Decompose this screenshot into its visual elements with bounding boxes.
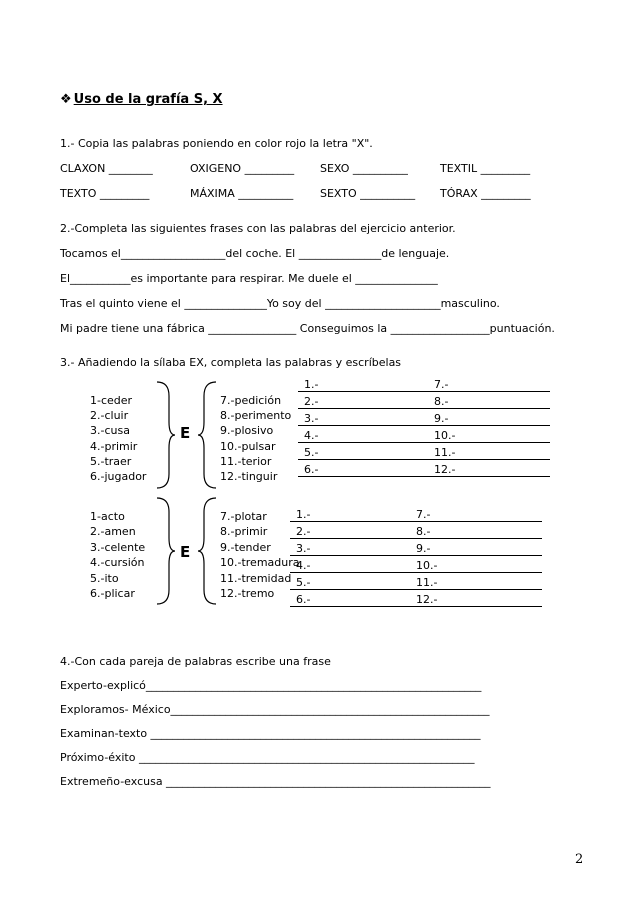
ex4-line: Examinan-texto ____________________________________________________________ bbox=[60, 727, 481, 740]
ex3-instruction: 3.- Añadiendo la sílaba EX, completa las palabras y escríbelas bbox=[60, 356, 402, 369]
ex2-line: El___________es importante para respirar. Me duele el _______________ bbox=[60, 272, 438, 285]
answer-grid-2 bbox=[290, 505, 542, 607]
answer-cell[interactable]: 11.- bbox=[410, 573, 542, 590]
worksheet-title bbox=[60, 92, 223, 107]
syllable-item: 4.-primir bbox=[90, 439, 138, 453]
group2-right-list bbox=[220, 509, 300, 601]
ex1-word: MÁXIMA __________ bbox=[190, 187, 294, 200]
answer-cell[interactable]: 6.- bbox=[290, 590, 410, 607]
answer-cell[interactable]: 8.- bbox=[410, 522, 542, 539]
answer-cell[interactable]: 7.- bbox=[428, 375, 550, 392]
syllable-item: 8.-primir bbox=[220, 525, 268, 539]
syllable-item: 10.-pulsar bbox=[220, 439, 276, 453]
answer-cell[interactable]: 8.- bbox=[428, 392, 550, 409]
left-brace-icon bbox=[196, 496, 218, 606]
syllable-item: 2.-amen bbox=[90, 525, 136, 539]
answer-cell[interactable]: 12.- bbox=[410, 590, 542, 607]
ex1-word: TÓRAX _________ bbox=[440, 187, 531, 200]
ex1-word: SEXO __________ bbox=[320, 162, 408, 175]
syllable-item: 12.-tinguir bbox=[220, 470, 278, 484]
syllable-item: 9.-tender bbox=[220, 540, 271, 554]
syllable-item: 10.-tremadura bbox=[220, 556, 300, 570]
group1-left-list bbox=[90, 393, 146, 484]
answer-cell[interactable]: 5.- bbox=[298, 443, 428, 460]
syllable-item: 2.-cluir bbox=[90, 409, 129, 423]
answer-cell[interactable]: 2.- bbox=[298, 392, 428, 409]
ex1-word: OXIGENO _________ bbox=[190, 162, 295, 175]
group2-left-list bbox=[90, 509, 145, 601]
answer-cell[interactable]: 7.- bbox=[410, 505, 542, 522]
group1-right-list bbox=[220, 393, 291, 484]
answer-cell[interactable]: 10.- bbox=[410, 556, 542, 573]
ex4-line: Exploramos- México__________________________________________________________ bbox=[60, 703, 490, 716]
ex1-word: TEXTIL _________ bbox=[440, 162, 531, 175]
syllable-item: 1-ceder bbox=[90, 394, 133, 407]
answer-cell[interactable]: 4.- bbox=[290, 556, 410, 573]
syllable-item: 5.-ito bbox=[90, 571, 119, 585]
ex2-line: Mi padre tiene una fábrica ________________ Conseguimos la __________________puntuación. bbox=[60, 322, 555, 335]
ex4-line: Próximo-éxito _____________________________________________________________ bbox=[60, 751, 475, 764]
answer-cell[interactable]: 1.- bbox=[290, 505, 410, 522]
syllable-item: 12.-tremo bbox=[220, 587, 275, 601]
title-text: Uso de la grafía S, X bbox=[73, 92, 223, 107]
answer-cell[interactable]: 11.- bbox=[428, 443, 550, 460]
left-brace-icon bbox=[196, 380, 218, 490]
ex1-instruction: 1.- Copia las palabras poniendo en color rojo la letra "X". bbox=[60, 137, 373, 150]
answer-cell[interactable]: 12.- bbox=[428, 460, 550, 477]
right-brace-icon bbox=[155, 380, 177, 490]
answer-cell[interactable]: 3.- bbox=[290, 539, 410, 556]
answer-cell[interactable]: 3.- bbox=[298, 409, 428, 426]
syllable-item: 11.-tremidad bbox=[220, 571, 292, 585]
ex-letter: E bbox=[180, 424, 191, 442]
answer-cell[interactable]: 5.- bbox=[290, 573, 410, 590]
syllable-item: 7.-pedición bbox=[220, 394, 282, 407]
answer-cell[interactable]: 6.- bbox=[298, 460, 428, 477]
ex-letter: E bbox=[180, 543, 191, 561]
right-brace-icon bbox=[155, 496, 177, 606]
syllable-item: 11.-terior bbox=[220, 454, 272, 468]
ex4-line: Extremeño-excusa ___________________________________________________________ bbox=[60, 775, 491, 788]
syllable-item: 3.-celente bbox=[90, 540, 146, 554]
syllable-item: 3.-cusa bbox=[90, 424, 130, 438]
answer-cell[interactable]: 2.- bbox=[290, 522, 410, 539]
answer-cell[interactable]: 1.- bbox=[298, 375, 428, 392]
ex1-word: CLAXON ________ bbox=[60, 162, 153, 175]
page-number: 2 bbox=[575, 852, 584, 867]
diamond-bullet-icon: ❖ bbox=[60, 92, 72, 107]
ex4-instruction: 4.-Con cada pareja de palabras escribe una frase bbox=[60, 655, 331, 668]
syllable-item: 7.-plotar bbox=[220, 510, 267, 523]
ex4-line: Experto-explicó_____________________________________________________________ bbox=[60, 679, 482, 692]
syllable-item: 6.-plicar bbox=[90, 587, 135, 601]
answer-cell[interactable]: 9.- bbox=[410, 539, 542, 556]
answer-grid-1 bbox=[298, 375, 550, 477]
syllable-item: 8.-perimento bbox=[220, 409, 292, 423]
syllable-item: 4.-cursión bbox=[90, 556, 145, 570]
ex2-line: Tocamos el___________________del coche. El _______________de lenguaje. bbox=[60, 247, 450, 260]
syllable-item: 5.-traer bbox=[90, 454, 132, 468]
ex1-word: TEXTO _________ bbox=[60, 187, 150, 200]
syllable-item: 6.-jugador bbox=[90, 470, 147, 484]
syllable-item: 1-acto bbox=[90, 510, 125, 523]
answer-cell[interactable]: 10.- bbox=[428, 426, 550, 443]
answer-cell[interactable]: 4.- bbox=[298, 426, 428, 443]
ex1-word: SEXTO __________ bbox=[320, 187, 416, 200]
ex2-line: Tras el quinto viene el _______________Yo soy del _____________________masculino. bbox=[60, 297, 500, 310]
ex2-instruction: 2.-Completa las siguientes frases con las palabras del ejercicio anterior. bbox=[60, 222, 456, 235]
answer-cell[interactable]: 9.- bbox=[428, 409, 550, 426]
syllable-item: 9.-plosivo bbox=[220, 424, 274, 438]
